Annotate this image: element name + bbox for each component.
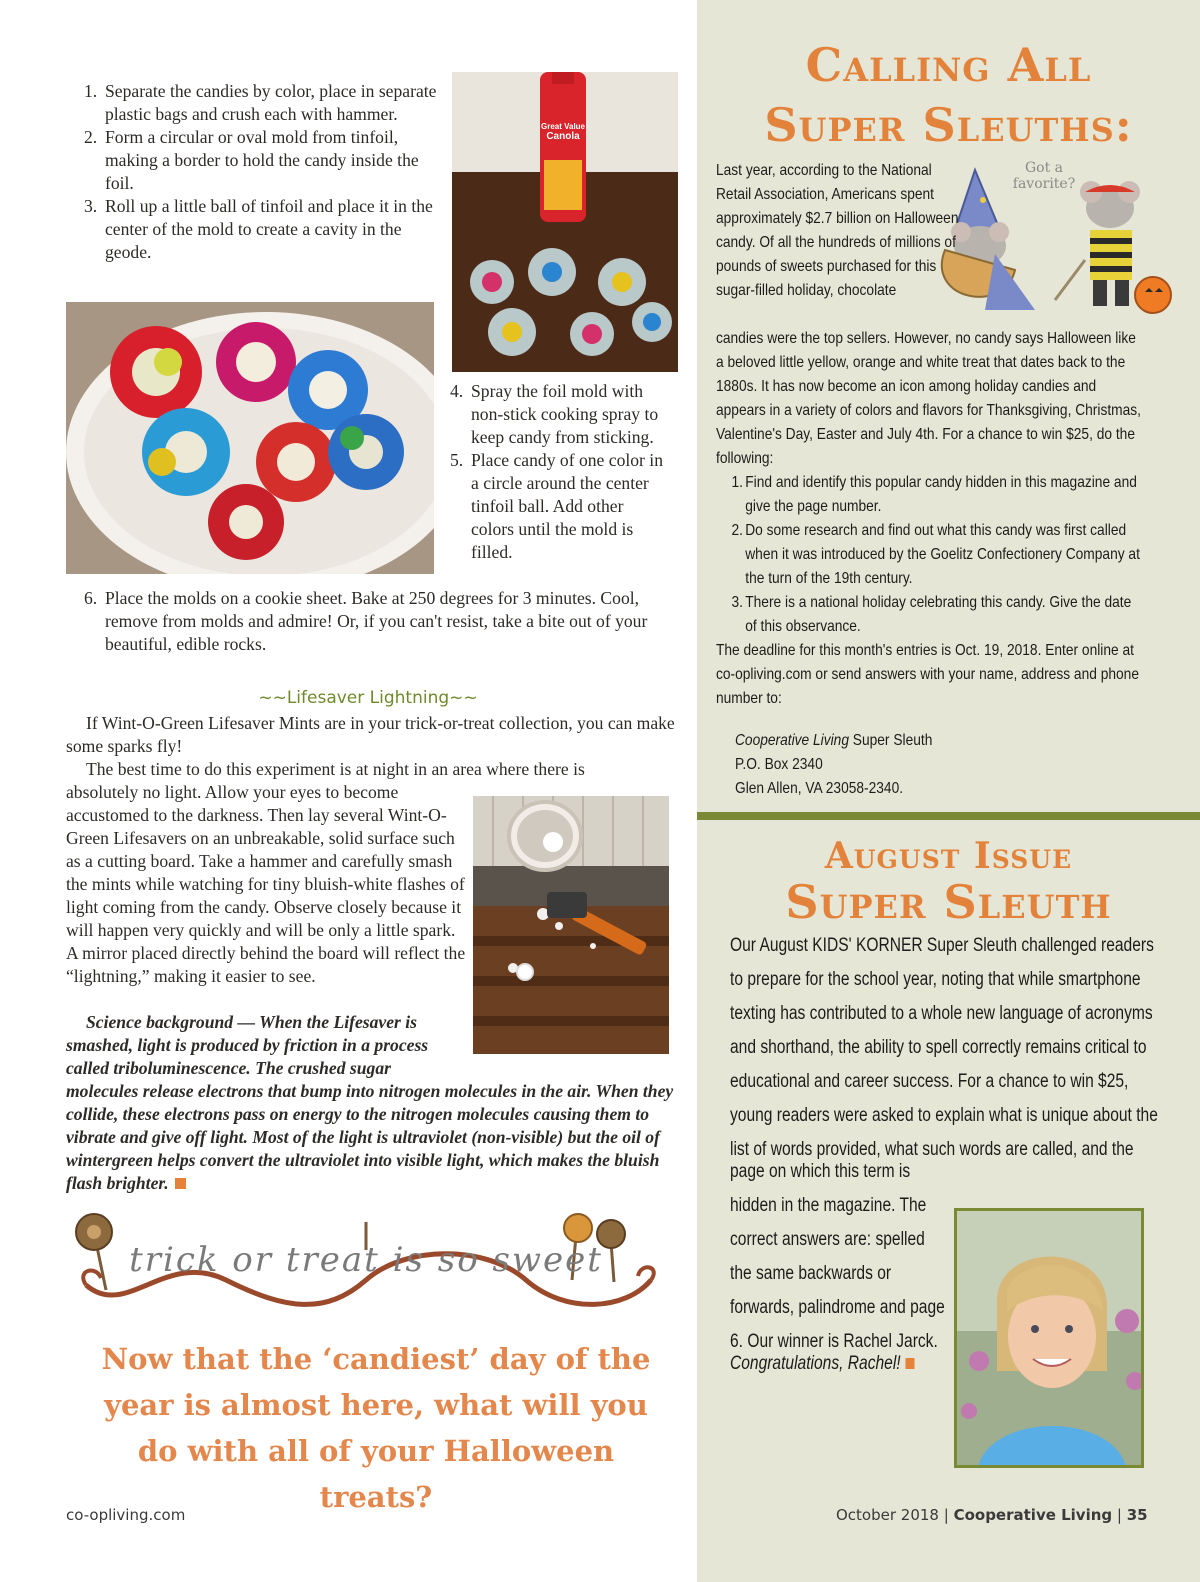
oil-can-label: Canola bbox=[546, 131, 580, 142]
sleuth-heading: Calling All bbox=[805, 38, 1092, 92]
mice-caption: Got a favorite? bbox=[1012, 160, 1076, 192]
instruction-list-top bbox=[84, 80, 444, 264]
end-mark-icon bbox=[906, 1358, 915, 1369]
cooking-spray-photo bbox=[452, 72, 678, 372]
august-heading: August Issue bbox=[824, 835, 1073, 877]
sleuth-step: 2. Do some research and find out what this candy was first called when it was introduced by the Goelitz Confectionery Company at the turn of the 19th century. bbox=[731, 522, 1140, 587]
end-mark-icon bbox=[175, 1178, 186, 1189]
section-title: ~~Lifesaver Lightning~~ bbox=[258, 688, 478, 708]
instruction-step: 1. Separate the candies by color, place in separate plastic bags and crush each with hammer. bbox=[84, 81, 437, 124]
congrats-text: Congratulations, Rachel! bbox=[730, 1353, 901, 1374]
banner-lettering: trick or treat is so sweet bbox=[129, 1240, 603, 1280]
instruction-step: 2. Form a circular or oval mold from tinfoil, making a border to hold the candy inside the foil. bbox=[84, 127, 419, 193]
science-background: Science background — When the Lifesaver is smashed, light is produced by friction in a process called triboluminescence. The crushed sugar bbox=[66, 1012, 429, 1078]
instruction-list-middle bbox=[450, 380, 670, 564]
trick-or-treat-banner bbox=[66, 1210, 666, 1320]
sleuth-heading: Super Sleuths: bbox=[764, 98, 1133, 152]
august-winner-text: Our August KIDS' KORNER Super Sleuth challenged readers to prepare for the school year, noting that while smartphone texting has contributed to a whole new language of acronyms and shorthand, the ability to spell correctly remains critical to educational and career success. For a chance to win $25, young readers were asked to explain what is unique about the list of words provided, what such words are called, and the page on which this term is hidden in the magazine. The correct answers are: spelled the same backwards or forwards, palindrome and page 6. Our winner is Rachel Jarck. Congratulations, Rachel! bbox=[730, 935, 1158, 1374]
body-paragraph: If Wint-O-Green Lifesaver Mints are in your trick-or-treat collection, you can make some sparks fly! bbox=[66, 713, 675, 756]
sleuth-intro: Last year, according to the National Retail Association, Americans spent approximately $2.7 billion on Halloween candy. Of all the hundreds of millions of pounds of sweets purchased for this sugar-filled holiday, chocolate bbox=[716, 162, 959, 299]
hammer-lifesaver-photo bbox=[473, 796, 669, 1054]
body-paragraph: The best time to do this experiment is at night in an area where there is bbox=[86, 759, 585, 779]
mailing-address: Cooperative Living Super Sleuth P.O. Box 2340 Glen Allen, VA 23058-2340. bbox=[735, 732, 933, 797]
closing-question: Now that the ‘candiest’ day of the year is almost here, what will you do with all of your Halloween treats? bbox=[101, 1342, 651, 1514]
instruction-step: 6. Place the molds on a cookie sheet. Bake at 250 degrees for 3 minutes. Cool, remove from molds and admire! Or, if you can't resist, take a bite out of your beautiful, edible rocks. bbox=[84, 588, 648, 654]
instruction-step: 3. Roll up a little ball of tinfoil and place it in the center of the mold to create a cavity in the geode. bbox=[84, 196, 433, 262]
august-heading: Super Sleuth bbox=[785, 875, 1112, 929]
candy-geodes-photo bbox=[66, 302, 434, 574]
sleuth-step: 1. Find and identify this popular candy hidden in this magazine and give the page number. bbox=[731, 474, 1137, 515]
sleuth-steps bbox=[716, 471, 1146, 639]
oil-can-label: Great Value bbox=[540, 122, 586, 131]
instruction-step: 5. Place candy of one color in a circle around the center tinfoil ball. Add other colors until the mold is filled. bbox=[450, 450, 663, 562]
instruction-step: 4. Spray the foil mold with non-stick cooking spray to keep candy from sticking. bbox=[450, 381, 659, 447]
sleuth-step: 3. There is a national holiday celebrating this candy. Give the date of this observance. bbox=[731, 594, 1132, 635]
winner-portrait-photo bbox=[954, 1208, 1144, 1468]
page-footer: October 2018 | Cooperative Living | 35 bbox=[836, 1506, 1148, 1524]
section-divider bbox=[697, 812, 1200, 820]
website-footer: co-opliving.com bbox=[66, 1506, 186, 1524]
science-background: molecules release electrons that bump into nitrogen molecules in the air. When they collide, these electrons pass on energy to the nitrogen molecules causing them to vibrate and give off light. Most of the light is ultraviolet (non-visible) but the oil of wintergreen helps convert the ultraviolet into visible light, which makes the bluish flash brighter. bbox=[66, 1081, 674, 1193]
sleuth-body: candies were the top sellers. However, no candy says Halloween like a beloved little yellow, orange and white treat that dates back to the 1880s. It has now become an icon among holiday candies and appears in a variety of colors and flavors for Thanksgiving, Christmas, Valentine's Day, Easter and July 4th. For a chance to win $25, do the following: 1. Find and identify this popular candy hidden in this magazine and give the page number. 2. Do some research and find out what this candy was first called when it was introduced by the Goelitz Confectionery Company at the turn of the 19th century. 3. There is a national holiday celebrating this candy. Give the date of this observance. The deadline for this month's entries is Oct. 19, 2018. Enter online at co-opliving.com or send answers with your name, address and phone number to: bbox=[716, 327, 1146, 711]
body-paragraph: absolutely no light. Allow your eyes to become accustomed to the darkness. Then lay several Wint-O-Green Lifesavers on an unbreakable, solid surface such as a cutting board. Take a hammer and carefully smash the mints while watching for tiny bluish-white flashes of light coming from the candy. Observe closely because it will happen very quickly and will be only a little spark. A mirror placed directly behind the board will reflect the “lightning,” making it easier to see. bbox=[66, 782, 466, 986]
instruction-list-bottom bbox=[84, 587, 674, 656]
deadline-text: The deadline for this month's entries is Oct. 19, 2018. Enter online at co-opliving.com or send answers with your name, address and phone number to: bbox=[716, 642, 1139, 707]
